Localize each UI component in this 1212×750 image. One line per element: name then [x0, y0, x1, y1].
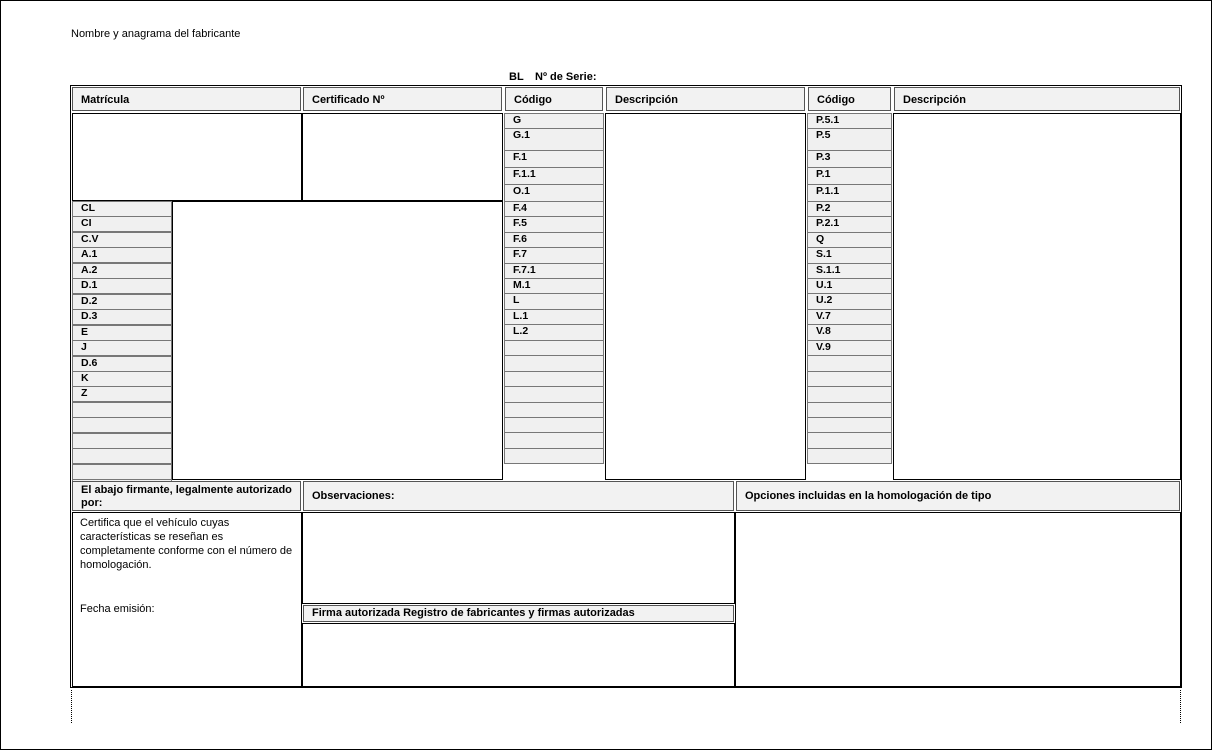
header-matricula: Matrícula: [72, 87, 301, 111]
code-cell: [504, 355, 604, 372]
signer-header: El abajo firmante, legalmente autorizado por:: [72, 481, 301, 511]
certify-text: Certifica que el vehículo cuyas características se reseñan es completamente conforme con el número de homologación.: [80, 517, 293, 571]
observations-header: Observaciones:: [303, 481, 734, 511]
code-cell: V.8: [807, 324, 892, 341]
code-cell: A.1: [72, 247, 172, 263]
header-descripcion-2: Descripción: [894, 87, 1180, 111]
code-cell: J: [72, 340, 172, 356]
code-cell: [807, 371, 892, 387]
footer-dotted-left: [71, 690, 72, 723]
code-cell: [504, 402, 604, 418]
header-certificado: Certificado Nº: [303, 87, 502, 111]
code-cell: F.1.1: [504, 167, 604, 185]
code-cell: [807, 355, 892, 372]
code-cell: E: [72, 325, 172, 341]
code-cell: [72, 433, 172, 449]
code-cell: Z: [72, 386, 172, 402]
code-cell: D.3: [72, 309, 172, 325]
code-cell: P.3: [807, 150, 892, 168]
code-cell: L: [504, 293, 604, 310]
code-cell: L.2: [504, 324, 604, 341]
code-cell: Q: [807, 232, 892, 248]
code-cell: G.1: [504, 128, 604, 151]
code-cell: V.9: [807, 340, 892, 356]
code-cell: [72, 448, 172, 464]
code-cell: [504, 386, 604, 403]
code-cell: [504, 371, 604, 387]
code-cell: [807, 402, 892, 418]
left-description-area: [172, 201, 503, 480]
code-cell: O.1: [504, 184, 604, 202]
code-cell: P.5.1: [807, 113, 892, 129]
code-cell: CL: [72, 201, 172, 217]
code-cell: G: [504, 113, 604, 129]
code-cell: L.1: [504, 309, 604, 325]
code-cell: P.1: [807, 167, 892, 185]
code-cell: D.2: [72, 294, 172, 310]
signature-header: Firma autorizada Registro de fabricantes y firmas autorizadas: [303, 605, 734, 622]
manufacturer-label: Nombre y anagrama del fabricante: [71, 28, 241, 40]
matricula-field[interactable]: [72, 113, 302, 201]
code-cell: U.2: [807, 293, 892, 310]
code-cell: S.1.1: [807, 263, 892, 279]
code-cell: A.2: [72, 263, 172, 279]
bl-label: BL: [509, 71, 524, 83]
code-cell: [504, 417, 604, 433]
code-cell: [807, 417, 892, 433]
code-cell: U.1: [807, 278, 892, 294]
options-header: Opciones incluidas en la homologación de tipo: [736, 481, 1180, 511]
code-cell: F.4: [504, 201, 604, 217]
code-cell: P.2: [807, 201, 892, 217]
code-cell: V.7: [807, 309, 892, 325]
observations-field[interactable]: [302, 512, 735, 604]
code-cell: [72, 417, 172, 433]
certificado-field[interactable]: [302, 113, 503, 201]
code-cell: F.5: [504, 216, 604, 233]
code-cell: F.1: [504, 150, 604, 168]
code-cell: [807, 386, 892, 403]
code-cell: P.2.1: [807, 216, 892, 233]
header-descripcion-1: Descripción: [606, 87, 805, 111]
code-cell: F.7.1: [504, 263, 604, 279]
code-cell: K: [72, 371, 172, 387]
issue-date-label: Fecha emisión:: [80, 603, 155, 615]
description-area-2: [893, 113, 1181, 480]
code-cell: [72, 402, 172, 418]
signature-field[interactable]: [302, 623, 735, 687]
code-cell: [807, 432, 892, 449]
code-cell: C.V: [72, 232, 172, 248]
footer-dotted-right: [1180, 690, 1181, 723]
description-area-1: [605, 113, 806, 480]
header-codigo-1: Código: [505, 87, 603, 111]
code-cell: [504, 432, 604, 449]
code-cell: D.6: [72, 356, 172, 372]
code-cell: [504, 448, 604, 464]
code-cell: [807, 448, 892, 464]
code-cell: F.6: [504, 232, 604, 248]
code-cell: P.1.1: [807, 184, 892, 202]
code-cell: D.1: [72, 278, 172, 294]
serial-number-label: Nº de Serie:: [535, 71, 597, 83]
code-cell: CI: [72, 216, 172, 232]
code-cell: S.1: [807, 247, 892, 264]
code-cell: [72, 464, 172, 480]
header-codigo-2: Código: [808, 87, 891, 111]
code-cell: M.1: [504, 278, 604, 294]
code-cell: [504, 340, 604, 356]
options-field[interactable]: [735, 512, 1181, 687]
code-cell: P.5: [807, 128, 892, 151]
code-cell: F.7: [504, 247, 604, 264]
